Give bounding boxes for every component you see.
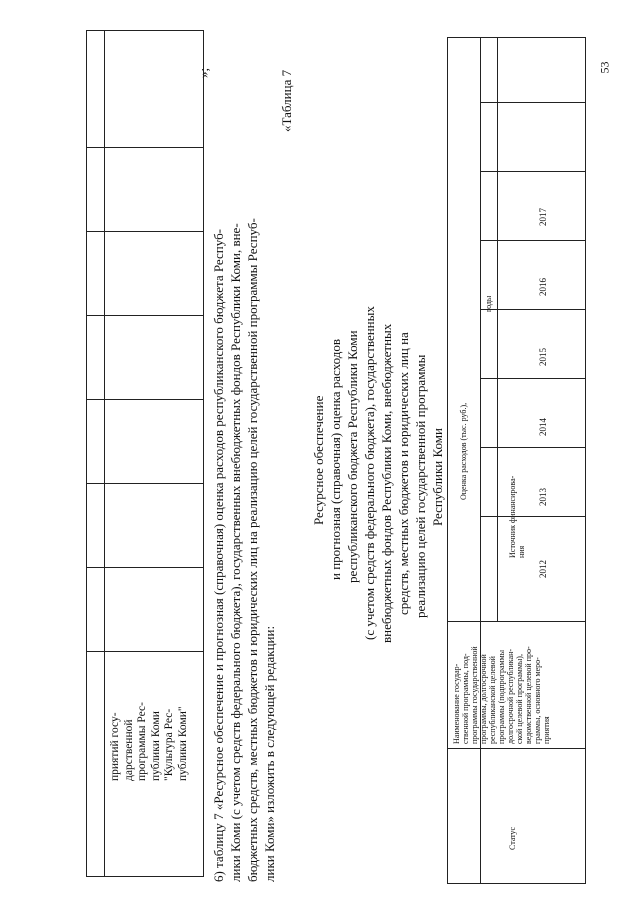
table-row-divider [87, 399, 203, 400]
table-column-divider [497, 38, 498, 621]
year-cell: 2017 [538, 208, 548, 226]
paragraph-line: лики Коми» изложить в следующей редакции: [262, 625, 277, 882]
year-cell: 2016 [538, 278, 548, 296]
table-row-divider [480, 240, 585, 241]
paragraph-line: лики Коми (с учетом средств федерального бюджета), государственных внебюджетных фондов Республики Коми, вне- [228, 223, 243, 882]
table-cell: приятий госу- дарственной программы Рес- публики Коми "Культура Рес- публики Коми" [109, 702, 189, 781]
table-row-divider [87, 651, 203, 652]
table-column-divider [480, 38, 481, 883]
table-row-divider [87, 147, 203, 148]
table-row-divider [448, 748, 585, 749]
table-column-divider [104, 31, 105, 876]
paragraph-line: бюджетных средств, местных бюджетов и юридических лиц на реализацию целей государственной программы Респуб- [245, 218, 260, 882]
column-header-estimate: Оценка расходов (тыс. руб.), [459, 402, 468, 500]
title-line: республиканского бюджета Республики Коми [345, 330, 360, 583]
title-line: внебюджетных фондов Республики Коми, внебюджетных [379, 323, 394, 643]
year-cell: 2014 [538, 418, 548, 436]
column-header-years: годы [484, 295, 493, 312]
title-line: и прогнозная (справочная) оценка расходов [328, 339, 343, 580]
year-cell: 2015 [538, 348, 548, 366]
table-row-divider [480, 309, 585, 310]
table-row-divider [448, 621, 585, 622]
year-cell: 2013 [538, 488, 548, 506]
resource-table [447, 37, 586, 884]
year-cell: 2012 [538, 560, 548, 578]
table-row-divider [480, 516, 585, 517]
table-row-divider [480, 102, 585, 103]
title-line: (с учетом средств федерального бюджета), государственных [362, 306, 377, 640]
paragraph-line: 6) таблицу 7 «Ресурсное обеспечение и прогнозная (справочная) оценка расходов республиканского бюджета Респуб- [211, 228, 226, 882]
table-reference: «Таблица 7 [279, 69, 294, 132]
title-line: Республики Коми [430, 428, 445, 526]
table-row-divider [480, 171, 585, 172]
continuation-table [86, 30, 204, 877]
table-row-divider [480, 378, 585, 379]
table-row-divider [87, 315, 203, 316]
column-header-status: Статус [508, 826, 517, 850]
table-row-divider [87, 567, 203, 568]
table-row-divider [480, 447, 585, 448]
title-line: реализацию целей государственной программы [413, 354, 428, 618]
column-header-name: Наименование государ- ственной программы, под- программы государственной программы, долгосрочной республиканской целевой программы (подпрограммы долгосрочной республикан- ской целевой программы), ведомственной целевой про- граммы, основного меро- приятия [452, 646, 551, 744]
column-header-source: Источник финансирова- ния [508, 475, 526, 558]
title-line: средств, местных бюджетов и юридических лиц на [396, 332, 411, 615]
table-row-divider [87, 231, 203, 232]
page-number: 53 [597, 61, 612, 74]
closing-quote: »; [196, 67, 211, 78]
title-line: Ресурсное обеспечение [311, 395, 326, 525]
table-row-divider [87, 483, 203, 484]
